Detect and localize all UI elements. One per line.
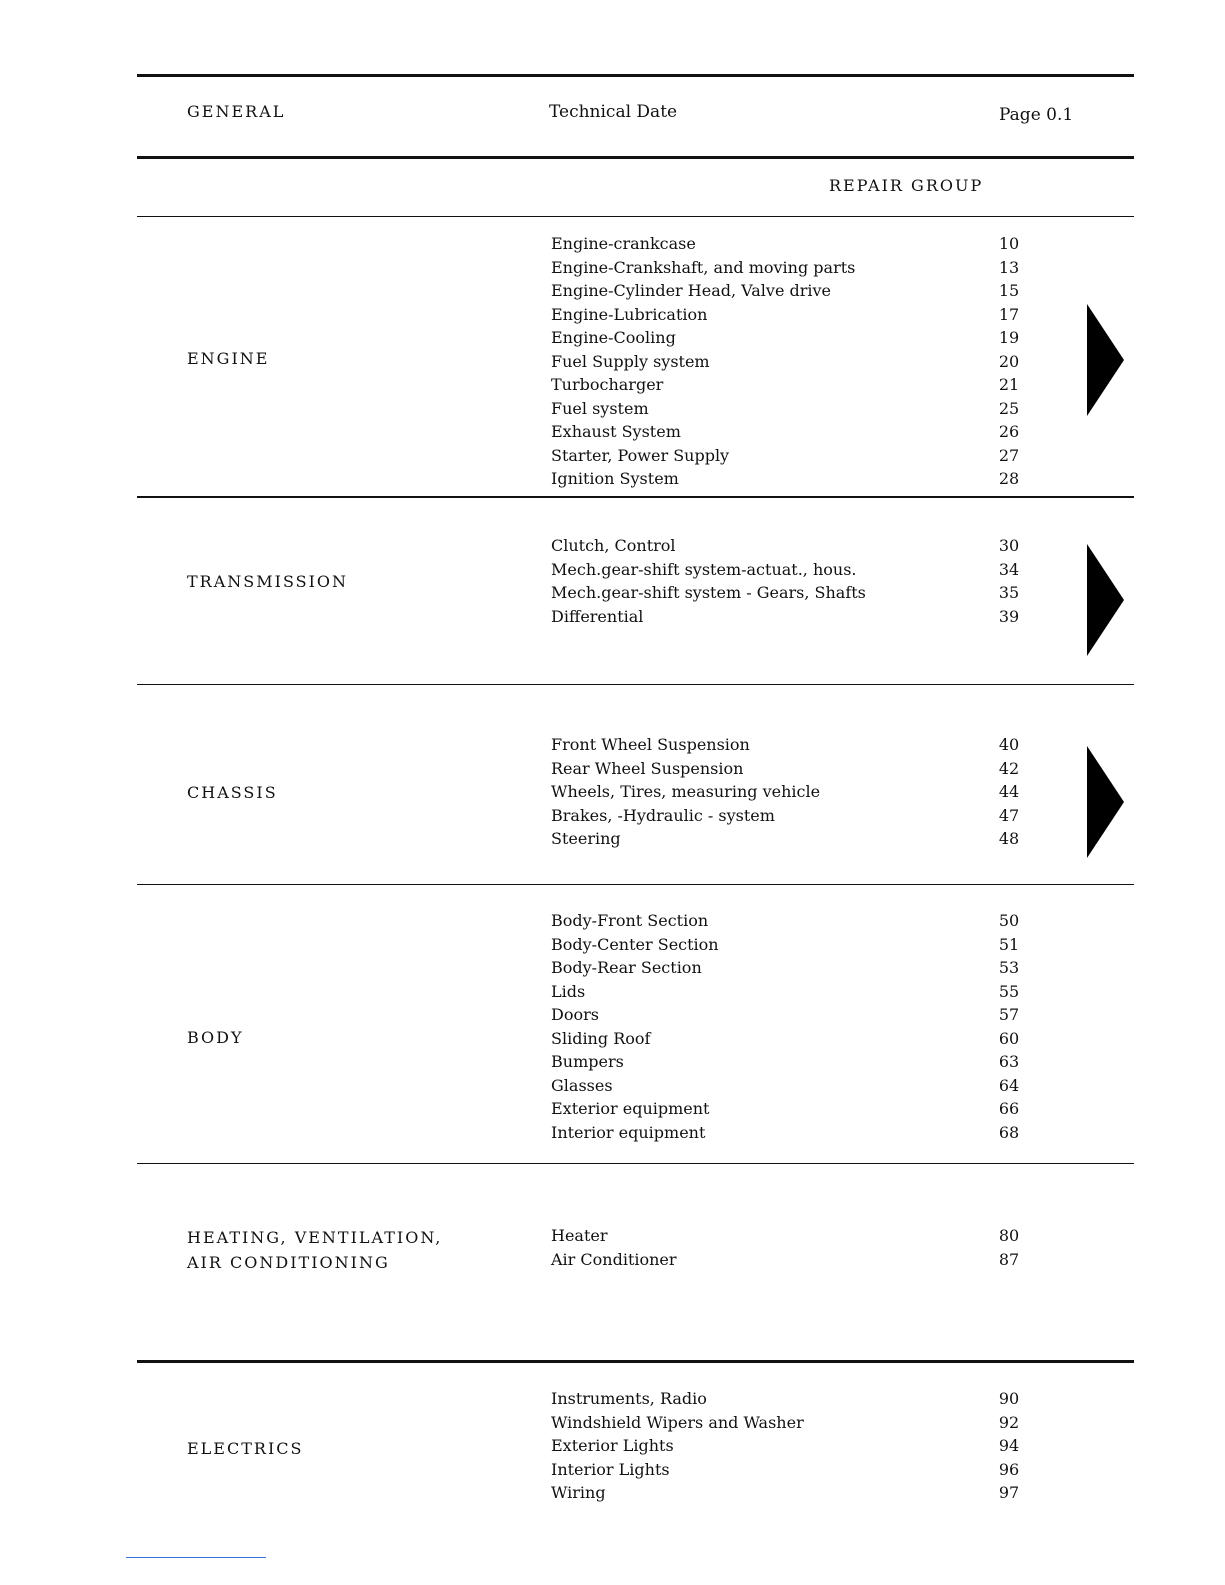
header-general: GENERAL: [187, 102, 286, 121]
list-item: [549, 605, 1029, 629]
list-item: [549, 420, 1029, 444]
item-group: 80: [998, 1226, 1020, 1245]
section-tab-arrow-icon: [1087, 304, 1124, 416]
top-rule: [137, 74, 1134, 77]
list-item: [549, 1050, 1029, 1074]
item-name: Fuel Supply system: [551, 351, 710, 371]
item-group: 55: [998, 981, 1020, 1001]
item-name: Ignition System: [551, 469, 679, 488]
repair-group-heading: REPAIR GROUP: [829, 176, 984, 195]
item-group: 94: [998, 1436, 1020, 1455]
section-rule: [137, 884, 1134, 885]
item-name: Air Conditioner: [551, 1249, 677, 1269]
item-name: Engine-Crankshaft, and moving parts: [551, 257, 856, 277]
hvac-list: [549, 1224, 1029, 1271]
item-name: Engine-crankcase: [551, 234, 696, 253]
item-name: Exhaust System: [551, 422, 681, 441]
list-item: [549, 558, 1029, 582]
list-item: [549, 350, 1029, 374]
section-rule: [137, 684, 1134, 685]
list-item: [549, 256, 1029, 280]
item-group: 57: [998, 1005, 1020, 1024]
list-item: [549, 1434, 1029, 1458]
item-name: Mech.gear-shift system - Gears, Shafts: [551, 583, 866, 602]
electrics-list: [549, 1387, 1029, 1505]
list-item: [549, 1121, 1029, 1145]
list-item: [549, 444, 1029, 468]
item-group: 15: [998, 281, 1020, 300]
header-rule: [137, 156, 1134, 159]
section-label-transmission: TRANSMISSION: [187, 572, 349, 591]
list-item: [549, 397, 1029, 421]
list-item: [549, 780, 1029, 804]
item-name: Front Wheel Suspension: [551, 735, 750, 754]
item-group: 44: [998, 782, 1020, 801]
section-label-body: BODY: [187, 1028, 244, 1047]
item-group: 63: [998, 1052, 1020, 1071]
item-name: Wheels, Tires, measuring vehicle: [551, 782, 821, 801]
item-group: 51: [998, 934, 1020, 954]
hvac-label-line2: AIR CONDITIONING: [187, 1253, 390, 1272]
item-group: 35: [998, 583, 1020, 602]
item-name: Glasses: [551, 1075, 613, 1095]
item-name: Fuel system: [551, 398, 649, 418]
item-name: Lids: [551, 981, 586, 1001]
item-group: 40: [998, 735, 1020, 754]
section-label-chassis: CHASSIS: [187, 783, 278, 802]
item-group: 27: [998, 445, 1020, 465]
list-item: [549, 980, 1029, 1004]
transmission-list: [549, 534, 1029, 628]
item-name: Instruments, Radio: [551, 1389, 707, 1408]
item-group: 87: [998, 1249, 1020, 1269]
item-group: 39: [998, 606, 1020, 626]
header-title: Technical Date: [549, 102, 678, 122]
section-label-engine: ENGINE: [187, 349, 270, 368]
list-item: [549, 909, 1029, 933]
item-name: Differential: [551, 606, 644, 626]
item-name: Interior Lights: [551, 1459, 670, 1479]
item-name: Clutch, Control: [551, 536, 676, 555]
list-item: [549, 757, 1029, 781]
heading-rule: [137, 216, 1134, 217]
item-group: 96: [998, 1459, 1020, 1479]
item-name: Sliding Roof: [551, 1028, 651, 1048]
list-item: [549, 534, 1029, 558]
item-group: 21: [998, 375, 1020, 394]
section-rule: [137, 496, 1134, 498]
item-group: 53: [998, 958, 1020, 977]
section-rule: [137, 1163, 1134, 1164]
item-group: 34: [998, 559, 1020, 579]
item-group: 42: [998, 758, 1020, 778]
list-item: [549, 1458, 1029, 1482]
footer-link-underline: [126, 1557, 266, 1558]
item-group: 68: [998, 1122, 1020, 1142]
item-group: 10: [998, 234, 1020, 253]
list-item: [549, 804, 1029, 828]
item-name: Exterior equipment: [551, 1099, 710, 1118]
section-tab-arrow-icon: [1087, 746, 1124, 858]
item-group: 64: [998, 1075, 1020, 1095]
list-item: [549, 373, 1029, 397]
item-name: Brakes, -Hydraulic - system: [551, 805, 775, 825]
list-item: [549, 467, 1029, 491]
item-group: 19: [998, 328, 1020, 347]
item-name: Bumpers: [551, 1052, 624, 1071]
item-group: 20: [998, 351, 1020, 371]
item-group: 26: [998, 422, 1020, 441]
item-group: 90: [998, 1389, 1020, 1408]
item-name: Heater: [551, 1226, 608, 1245]
list-item: [549, 1027, 1029, 1051]
item-name: Body-Center Section: [551, 934, 719, 954]
list-item: [549, 1003, 1029, 1027]
list-item: [549, 1074, 1029, 1098]
list-item: [549, 581, 1029, 605]
hvac-label-line1: HEATING, VENTILATION,: [187, 1228, 443, 1247]
item-name: Turbocharger: [551, 375, 664, 394]
item-name: Steering: [551, 829, 621, 848]
section-label-electrics: ELECTRICS: [187, 1439, 304, 1458]
section-label-hvac: [187, 1225, 442, 1275]
list-item: [549, 1411, 1029, 1435]
item-group: 50: [998, 911, 1020, 930]
body-list: [549, 909, 1029, 1144]
item-name: Body-Front Section: [551, 911, 709, 930]
list-item: [549, 1097, 1029, 1121]
section-rule: [137, 1360, 1134, 1363]
item-name: Windshield Wipers and Washer: [551, 1412, 804, 1432]
item-name: Starter, Power Supply: [551, 445, 730, 465]
item-group: 30: [998, 536, 1020, 555]
item-group: 17: [998, 304, 1020, 324]
list-item: [549, 1481, 1029, 1505]
list-item: [549, 1248, 1029, 1272]
item-group: 66: [998, 1099, 1020, 1118]
list-item: [549, 232, 1029, 256]
item-name: Doors: [551, 1005, 599, 1024]
item-group: 97: [998, 1483, 1020, 1502]
item-group: 25: [998, 398, 1020, 418]
list-item: [549, 1224, 1029, 1248]
engine-list: [549, 232, 1029, 491]
item-name: Mech.gear-shift system-actuat., hous.: [551, 559, 857, 579]
item-group: 48: [998, 829, 1020, 848]
list-item: [549, 933, 1029, 957]
list-item: [549, 279, 1029, 303]
list-item: [549, 303, 1029, 327]
list-item: [549, 827, 1029, 851]
item-name: Body-Rear Section: [551, 958, 702, 977]
list-item: [549, 733, 1029, 757]
item-name: Wiring: [551, 1483, 606, 1502]
item-name: Exterior Lights: [551, 1436, 674, 1455]
item-name: Rear Wheel Suspension: [551, 758, 744, 778]
item-name: Engine-Cooling: [551, 328, 676, 347]
page-number: Page 0.1: [999, 105, 1074, 125]
chassis-list: [549, 733, 1029, 851]
item-group: 92: [998, 1412, 1020, 1432]
item-group: 60: [998, 1028, 1020, 1048]
list-item: [549, 956, 1029, 980]
list-item: [549, 1387, 1029, 1411]
item-name: Interior equipment: [551, 1122, 706, 1142]
item-name: Engine-Cylinder Head, Valve drive: [551, 281, 832, 300]
item-group: 47: [998, 805, 1020, 825]
item-group: 28: [998, 469, 1020, 488]
item-name: Engine-Lubrication: [551, 304, 708, 324]
list-item: [549, 326, 1029, 350]
item-group: 13: [998, 257, 1020, 277]
section-tab-arrow-icon: [1087, 544, 1124, 656]
